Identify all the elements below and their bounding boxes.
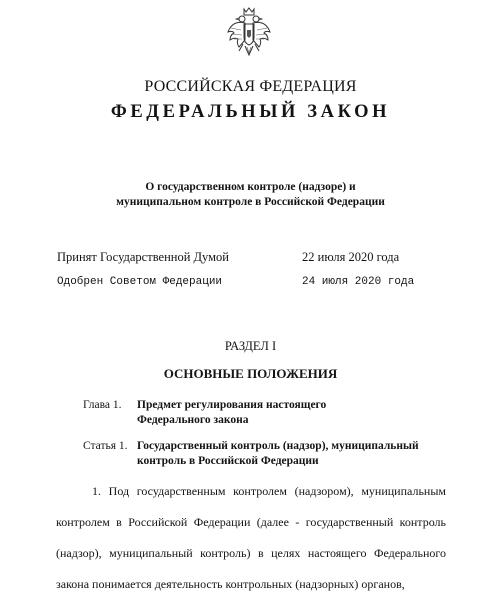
council-approval-date: 24 июля 2020 года <box>302 276 415 288</box>
chapter-title-line-2: Федерального закона <box>137 414 249 426</box>
coat-of-arms-icon <box>225 6 273 62</box>
chapter-number: Глава 1. <box>83 399 122 411</box>
chapter-title-line-1: Предмет регулирования настоящего <box>137 399 327 411</box>
article-title <box>137 439 467 469</box>
section-title: ОСНОВНЫЕ ПОЛОЖЕНИЯ <box>163 366 338 381</box>
section-number: РАЗДЕЛ I <box>224 339 277 353</box>
law-title <box>60 180 441 210</box>
law-type-heading: ФЕДЕРАЛЬНЫЙ ЗАКОН <box>110 102 391 122</box>
law-title-line-1: О государственном контроле (надзоре) и <box>145 181 356 193</box>
article-number: Статья 1. <box>83 440 128 452</box>
duma-adoption-date: 22 июля 2020 года <box>302 250 400 264</box>
duma-adoption-label: Принят Государственной Думой <box>57 250 229 264</box>
council-approval-label: Одобрен Советом Федерации <box>57 276 223 288</box>
law-title-line-2: муниципальном контроле в Российской Федерации <box>116 196 385 208</box>
article-title-line-2: контроль в Российской Федерации <box>137 455 319 467</box>
article-paragraph-1: 1. Под государственным контролем (надзором), муниципальным контролем в Российской Федерации (далее - государственный контроль (надзор), муниципальный контроль) в целях настоящего Федерального закона понимается деятельность контрольных (надзорных) органов, <box>56 484 446 591</box>
article-title-line-1: Государственный контроль (надзор), муниципальный <box>137 440 419 452</box>
country-name: РОССИЙСКАЯ ФЕДЕРАЦИЯ <box>144 78 357 95</box>
chapter-title <box>137 398 457 428</box>
